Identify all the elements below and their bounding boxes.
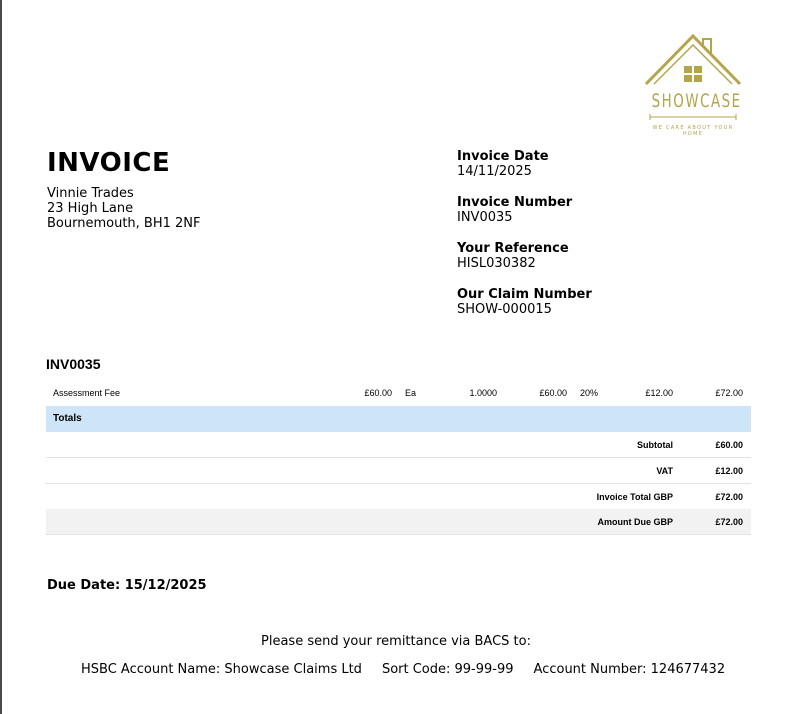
invoice-heading: INV0035	[46, 356, 101, 372]
bank-account-number: Account Number: 124677432	[533, 662, 726, 677]
due-date: Due Date: 15/12/2025	[47, 578, 207, 593]
claim-number-value: SHOW-000015	[457, 302, 552, 317]
logo-underline	[648, 114, 738, 120]
bank-details	[81, 662, 745, 677]
invoice-number-value: INV0035	[457, 210, 513, 225]
bank-sort-code: Sort Code: 99-99-99	[381, 662, 514, 677]
claim-number-block	[457, 287, 592, 333]
invoice-total-label: Invoice Total GBP	[596, 492, 673, 502]
invoice-total-amount: £72.00	[715, 492, 743, 502]
line-item-total: £72.00	[715, 388, 743, 398]
logo-wordmark: SHOWCASE	[651, 90, 742, 112]
amount-due-label: Amount Due GBP	[597, 517, 673, 527]
amount-due-row	[46, 509, 751, 535]
recipient-address-line1: 23 High Lane	[47, 201, 134, 216]
vat-label: VAT	[656, 466, 673, 476]
subtotal-row	[46, 432, 751, 458]
line-item-quantity: 1.0000	[469, 388, 497, 398]
recipient-name: Vinnie Trades	[47, 186, 134, 201]
line-item-row	[46, 382, 751, 404]
invoice-number-label: Invoice Number	[457, 195, 573, 210]
invoice-date-block	[457, 149, 592, 195]
house-roof-icon	[640, 30, 746, 90]
vat-row	[46, 458, 751, 484]
invoice-date-value: 14/11/2025	[457, 164, 532, 179]
line-item-description: Assessment Fee	[53, 388, 121, 398]
invoice-number-block	[457, 195, 592, 241]
invoice-date-label: Invoice Date	[457, 149, 549, 164]
line-item-net: £60.00	[539, 388, 567, 398]
line-item-unit-price: £60.00	[364, 388, 392, 398]
page-left-border	[0, 0, 2, 714]
recipient-address-line2: Bournemouth, BH1 2NF	[47, 216, 201, 231]
amount-due-amount: £72.00	[715, 517, 743, 527]
document-title: INVOICE	[47, 148, 171, 178]
line-item-unit: Ea	[405, 388, 417, 398]
vat-amount: £12.00	[715, 466, 743, 476]
line-item-vat-rate: 20%	[580, 388, 599, 398]
recipient-address	[47, 186, 201, 231]
claim-number-label: Our Claim Number	[457, 287, 592, 302]
subtotal-label: Subtotal	[637, 440, 673, 450]
remittance-instruction: Please send your remittance via BACS to:	[261, 634, 531, 649]
reference-value: HISL030382	[457, 256, 536, 271]
invoice-total-row	[46, 484, 751, 510]
showcase-logo	[640, 30, 746, 142]
line-item-vat: £12.00	[645, 388, 673, 398]
subtotal-amount: £60.00	[715, 440, 743, 450]
totals-heading: Totals	[53, 413, 82, 424]
totals-header	[46, 406, 751, 432]
reference-block	[457, 241, 592, 287]
reference-label: Your Reference	[457, 241, 569, 256]
invoice-meta	[457, 149, 592, 333]
bank-account-name: HSBC Account Name: Showcase Claims Ltd	[81, 662, 362, 677]
logo-tagline: WE CARE ABOUT YOUR HOME	[652, 125, 734, 137]
